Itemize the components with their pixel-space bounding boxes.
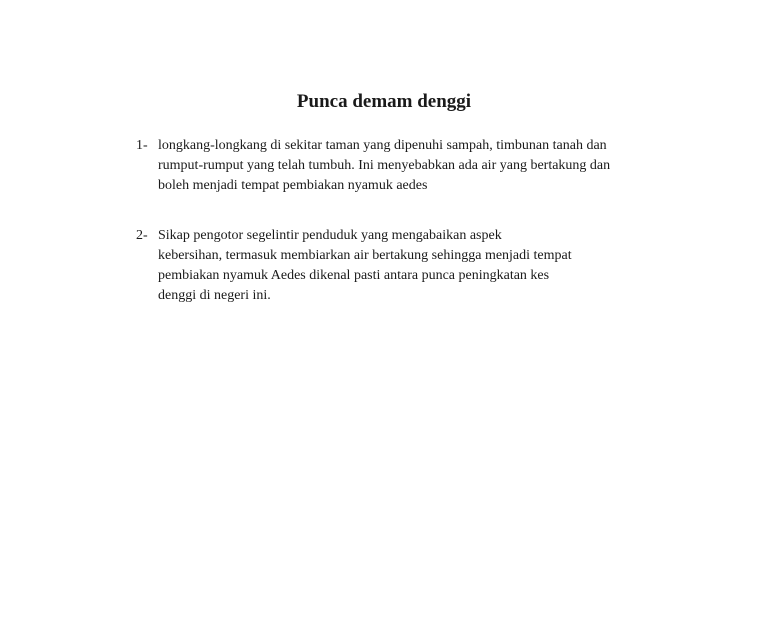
list-item-text bbox=[158, 136, 610, 196]
text-line: longkang-longkang di sekitar taman yang dipenuhi sampah, timbunan tanah dan bbox=[158, 138, 607, 153]
document-title: Punca demam denggi bbox=[296, 91, 472, 112]
text-line: boleh menjadi tempat pembiakan nyamuk aedes bbox=[158, 178, 428, 193]
text-line: Sikap pengotor segelintir penduduk yang mengabaikan aspek bbox=[158, 228, 502, 243]
text-line: kebersihan, termasuk membiarkan air bertakung sehingga menjadi tempat bbox=[158, 248, 572, 263]
list-item-number: 1- bbox=[136, 138, 148, 153]
list-item-number: 2- bbox=[136, 228, 148, 243]
list-item-text bbox=[158, 226, 572, 306]
text-line: rumput-rumput yang telah tumbuh. Ini menyebabkan ada air yang bertakung dan bbox=[158, 158, 611, 173]
text-line: denggi di negeri ini. bbox=[158, 288, 271, 303]
text-line: pembiakan nyamuk Aedes dikenal pasti antara punca peningkatan kes bbox=[158, 268, 550, 283]
